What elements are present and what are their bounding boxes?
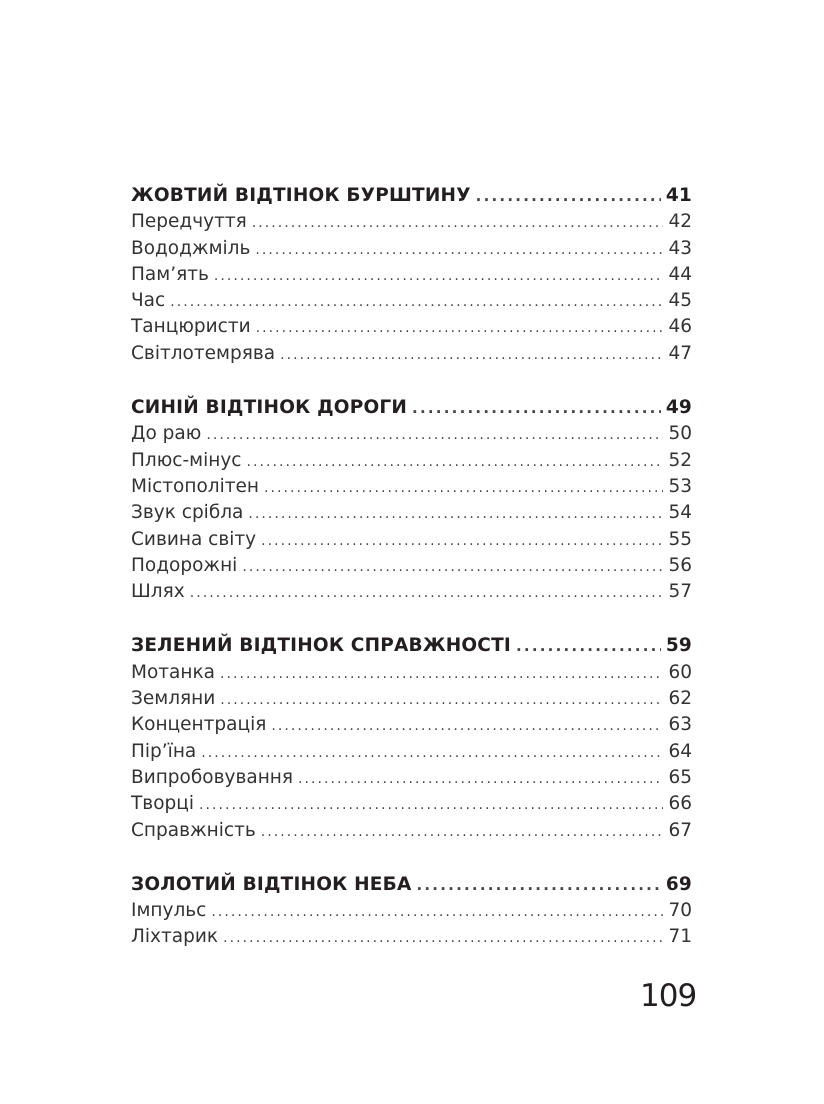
dot-leader bbox=[256, 314, 664, 340]
entry-title: Передчуття bbox=[131, 211, 247, 233]
toc-entry[interactable] bbox=[131, 898, 692, 924]
dot-leader bbox=[214, 262, 664, 288]
entry-title: До раю bbox=[131, 423, 202, 445]
entry-title: Час bbox=[131, 290, 166, 312]
entry-title: Звук срібла bbox=[131, 502, 244, 524]
entry-title: Шлях bbox=[131, 581, 185, 603]
toc-entry[interactable] bbox=[131, 739, 692, 765]
dot-leader bbox=[252, 209, 664, 235]
toc-section-road bbox=[131, 395, 692, 605]
entry-page-number: 70 bbox=[668, 900, 692, 922]
entry-title: Пір’їна bbox=[131, 740, 197, 762]
entry-page-number: 43 bbox=[668, 237, 692, 259]
toc-section-heading[interactable] bbox=[131, 872, 692, 898]
section-page-number: 59 bbox=[665, 635, 692, 657]
entry-page-number: 65 bbox=[668, 766, 692, 788]
toc-entry[interactable] bbox=[131, 448, 692, 474]
dot-leader bbox=[298, 765, 663, 791]
dot-leader bbox=[271, 712, 663, 738]
section-page-number: 49 bbox=[665, 397, 692, 419]
entry-page-number: 64 bbox=[668, 740, 692, 762]
entry-title: Творці bbox=[131, 793, 194, 815]
entry-page-number: 52 bbox=[668, 449, 692, 471]
entry-page-number: 63 bbox=[668, 714, 692, 736]
dot-leader bbox=[220, 660, 663, 686]
dot-leader bbox=[211, 898, 663, 924]
toc-section-heading[interactable] bbox=[131, 633, 692, 659]
entry-page-number: 53 bbox=[668, 475, 692, 497]
toc-section-amber bbox=[131, 183, 692, 367]
toc-section-heading[interactable] bbox=[131, 183, 692, 209]
entry-title: Світлотемрява bbox=[131, 342, 276, 364]
dot-leader bbox=[220, 686, 663, 712]
toc-entry[interactable] bbox=[131, 765, 692, 791]
entry-title: Пам’ять bbox=[131, 263, 209, 285]
dot-leader bbox=[261, 527, 663, 553]
entry-title: Імпульс bbox=[131, 900, 207, 922]
toc-entry[interactable] bbox=[131, 660, 692, 686]
toc-entry[interactable] bbox=[131, 579, 692, 605]
toc-entry[interactable] bbox=[131, 341, 692, 367]
entry-title: Містополітен bbox=[131, 475, 260, 497]
dot-leader bbox=[223, 924, 663, 950]
entry-page-number: 71 bbox=[668, 926, 692, 948]
toc-section-authenticity bbox=[131, 633, 692, 843]
entry-page-number: 47 bbox=[668, 342, 692, 364]
entry-page-number: 60 bbox=[668, 661, 692, 683]
toc-entry[interactable] bbox=[131, 553, 692, 579]
entry-title: Ліхтарик bbox=[131, 926, 219, 948]
entry-title: Мотанка bbox=[131, 661, 215, 683]
dot-leader bbox=[261, 818, 664, 844]
dot-leader bbox=[206, 421, 663, 447]
entry-page-number: 56 bbox=[668, 554, 692, 576]
entry-page-number: 66 bbox=[668, 793, 692, 815]
dot-leader bbox=[264, 474, 663, 500]
page-number: 109 bbox=[640, 978, 697, 1014]
dot-leader bbox=[248, 500, 663, 526]
dot-leader bbox=[255, 236, 663, 262]
entry-page-number: 67 bbox=[668, 819, 692, 841]
dot-leader bbox=[280, 341, 663, 367]
entry-page-number: 46 bbox=[668, 316, 692, 338]
entry-title: Плюс-мінус bbox=[131, 449, 242, 471]
section-page-number: 41 bbox=[665, 185, 692, 206]
section-page-number: 69 bbox=[665, 873, 692, 895]
dot-leader bbox=[170, 288, 663, 314]
dot-leader bbox=[476, 183, 661, 209]
toc-entry[interactable] bbox=[131, 527, 692, 553]
dot-leader bbox=[190, 579, 664, 605]
entry-title: Танцюристи bbox=[131, 316, 251, 338]
entry-page-number: 62 bbox=[668, 688, 692, 710]
entry-title: Земляни bbox=[131, 688, 216, 710]
section-title: ЗОЛОТИЙ ВІДТІНОК НЕБА bbox=[131, 873, 412, 895]
toc-entry[interactable] bbox=[131, 474, 692, 500]
dot-leader bbox=[201, 739, 663, 765]
dot-leader bbox=[199, 791, 663, 817]
dot-leader bbox=[242, 553, 663, 579]
toc-entry[interactable] bbox=[131, 236, 692, 262]
toc-entry[interactable] bbox=[131, 791, 692, 817]
toc-entry[interactable] bbox=[131, 314, 692, 340]
entry-page-number: 55 bbox=[668, 528, 692, 550]
table-of-contents bbox=[131, 183, 692, 979]
entry-title: Вододжміль bbox=[131, 237, 251, 259]
entry-page-number: 54 bbox=[668, 502, 692, 524]
dot-leader bbox=[246, 448, 663, 474]
dot-leader bbox=[416, 872, 660, 898]
toc-entry[interactable] bbox=[131, 712, 692, 738]
dot-leader bbox=[412, 395, 661, 421]
entry-page-number: 44 bbox=[668, 263, 692, 285]
entry-page-number: 50 bbox=[668, 423, 692, 445]
toc-entry[interactable] bbox=[131, 262, 692, 288]
section-title: СИНІЙ ВІДТІНОК ДОРОГИ bbox=[131, 397, 408, 419]
entry-title: Сивина світу bbox=[131, 528, 257, 550]
toc-entry[interactable] bbox=[131, 288, 692, 314]
entry-page-number: 57 bbox=[668, 581, 692, 603]
toc-entry[interactable] bbox=[131, 686, 692, 712]
toc-section-heading[interactable] bbox=[131, 395, 692, 421]
dot-leader bbox=[516, 633, 661, 659]
toc-entry[interactable] bbox=[131, 421, 692, 447]
entry-page-number: 45 bbox=[668, 290, 692, 312]
section-title: ЖОВТИЙ ВІДТІНОК БУРШТИНУ bbox=[131, 185, 471, 206]
entry-title: Випробовування bbox=[131, 766, 294, 788]
toc-entry[interactable] bbox=[131, 818, 692, 844]
toc-entry[interactable] bbox=[131, 209, 692, 235]
entry-page-number: 42 bbox=[668, 211, 692, 233]
entry-title: Концентрація bbox=[131, 714, 267, 736]
entry-title: Подорожні bbox=[131, 554, 238, 576]
toc-entry[interactable] bbox=[131, 924, 692, 950]
entry-title: Справжність bbox=[131, 819, 256, 841]
section-title: ЗЕЛЕНИЙ ВІДТІНОК СПРАВЖНОСТІ bbox=[131, 635, 511, 657]
toc-section-sky bbox=[131, 872, 692, 951]
toc-entry[interactable] bbox=[131, 500, 692, 526]
